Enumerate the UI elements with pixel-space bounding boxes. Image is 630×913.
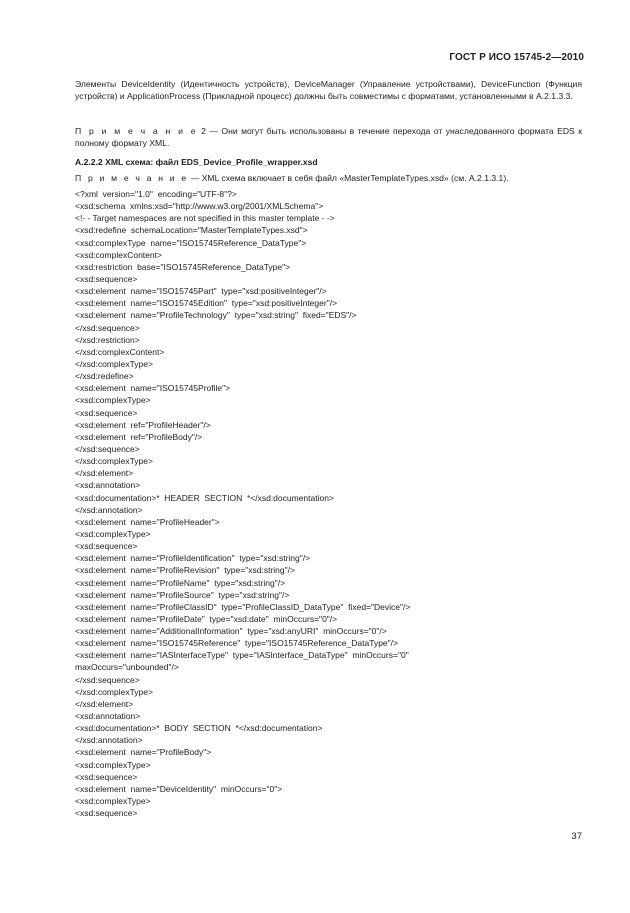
code-line: <xsd:sequence> bbox=[75, 407, 138, 418]
code-line: <xsd:complexType> bbox=[75, 395, 151, 406]
code-line: </xsd:complexContent> bbox=[75, 346, 165, 357]
code-line: </xsd:redefine> bbox=[75, 371, 134, 382]
note-2-label: П р и м е ч а н и е bbox=[75, 126, 198, 136]
code-line: <xsd:redefine schemaLocation="MasterTemplateTypes.xsd"> bbox=[75, 225, 308, 236]
code-line: <xsd:documentation>* HEADER SECTION *</xsd:documentation> bbox=[75, 492, 334, 503]
note-2-paragraph bbox=[75, 125, 582, 149]
xml-code-block bbox=[75, 188, 585, 819]
code-line: <xsd:annotation> bbox=[75, 711, 141, 722]
code-line: </xsd:element> bbox=[75, 468, 134, 479]
code-line: <xsd:complexType> bbox=[75, 528, 151, 539]
code-line: <xsd:annotation> bbox=[75, 480, 141, 491]
code-line: </xsd:complexType> bbox=[75, 456, 153, 467]
code-line: <xsd:element name="DeviceIdentity" minOccurs="0"> bbox=[75, 783, 283, 794]
code-line: </xsd:sequence> bbox=[75, 322, 140, 333]
code-line: <xsd:documentation>* BODY SECTION *</xsd:documentation> bbox=[75, 723, 323, 734]
code-line: <xsd:sequence> bbox=[75, 273, 138, 284]
code-line: </xsd:complexType> bbox=[75, 686, 153, 697]
code-line: <xsd:element name="ProfileHeader"> bbox=[75, 516, 220, 527]
code-line: <xsd:element name="AdditionalInformation" type="xsd:anyURI" minOccurs="0"/> bbox=[75, 626, 387, 637]
code-line: </xsd:complexType> bbox=[75, 358, 153, 369]
note-3-paragraph bbox=[75, 172, 582, 184]
code-line: <xsd:element name="ProfileRevision" type="xsd:string"/> bbox=[75, 565, 295, 576]
code-line: <xsd:element name="ISO15745Reference" type="ISO15745Reference_DataType"/> bbox=[75, 638, 398, 649]
code-line: </xsd:sequence> bbox=[75, 674, 140, 685]
note-3-text: — XML схема включает в себя файл «MasterTemplateTypes.xsd» (см. А.2.1.3.1). bbox=[188, 173, 509, 183]
code-line: <xsd:complexType> bbox=[75, 796, 151, 807]
code-line: <xsd:element name="ISO15745Edition" type="xsd:positiveInteger"/> bbox=[75, 298, 338, 309]
code-line: <xsd:complexContent> bbox=[75, 249, 162, 260]
code-line: </xsd:annotation> bbox=[75, 735, 143, 746]
code-line: </xsd:sequence> bbox=[75, 443, 140, 454]
code-line: <?xml version="1.0" encoding="UTF-8"?> bbox=[75, 189, 237, 199]
code-line: </xsd:restriction> bbox=[75, 334, 140, 345]
code-line: <xsd:complexType name="ISO15745Reference_DataType"> bbox=[75, 237, 307, 248]
code-line: <xsd:element name="ISO15745Part" type="xsd:positiveInteger"/> bbox=[75, 286, 327, 297]
code-line: </xsd:element> bbox=[75, 698, 134, 709]
code-line: <xsd:sequence> bbox=[75, 771, 138, 782]
code-line: <xsd:element name="ProfileDate" type="xsd:date" minOccurs="0"/> bbox=[75, 613, 338, 624]
code-line: <xsd:element name="ProfileName" type="xsd:string"/> bbox=[75, 577, 286, 588]
code-line: <xsd:element name="ISO15745Profile"> bbox=[75, 383, 231, 394]
code-line: <xsd:schema xmlns:xsd="http://www.w3.org/2001/XMLSchema"> bbox=[75, 201, 324, 212]
code-line: <xsd:element name="ProfileTechnology" type="xsd:string" fixed="EDS"/> bbox=[75, 310, 357, 321]
code-line: <xsd:restriction base="ISO15745Reference_DataType"> bbox=[75, 261, 291, 272]
note-2-text: 2 — Они могут быть использованы в течение перехода от унаследованного формата EDS к полному формату XML. bbox=[75, 126, 582, 148]
section-heading: A.2.2.2 XML схема: файл EDS_Device_Profile_wrapper.xsd bbox=[75, 157, 318, 167]
intro-text: Элементы DeviceIdentity (Идентичность устройств), DeviceManager (Управление устройствами), DeviceFunction (Функция устройств) и ApplicationProcess (Прикладной процесс) должны быть совместимы с форматами, установленными в А.2.1.3.3. bbox=[75, 79, 582, 101]
standard-header: ГОСТ Р ИСО 15745-2—2010 bbox=[449, 52, 584, 63]
code-line: </xsd:annotation> bbox=[75, 504, 143, 515]
code-line: <xsd:sequence> bbox=[75, 541, 138, 552]
code-line: <xsd:element ref="ProfileBody"/> bbox=[75, 431, 203, 442]
code-line: <xsd:element name="ProfileIdentification" type="xsd:string"/> bbox=[75, 553, 311, 564]
code-line: <xsd:element name="ProfileClassID" type="ProfileClassID_DataType" fixed="Device"/> bbox=[75, 601, 411, 612]
code-line: <!- - Target namespaces are not specified in this master template - -> bbox=[75, 213, 335, 224]
code-line: <xsd:complexType> bbox=[75, 759, 151, 770]
note-3-label: П р и м е ч а н и е bbox=[75, 173, 189, 183]
intro-paragraph bbox=[75, 78, 582, 102]
code-line: <xsd:element name="ProfileSource" type="xsd:string"/> bbox=[75, 589, 290, 600]
code-line: <xsd:sequence> bbox=[75, 808, 138, 819]
code-line: maxOccurs="unbounded"/> bbox=[75, 662, 179, 673]
code-line: <xsd:element ref="ProfileHeader"/> bbox=[75, 419, 211, 430]
page-number: 37 bbox=[571, 831, 582, 842]
code-line: <xsd:element name="IASInterfaceType" type="IASInterface_DataType" minOccurs="0" bbox=[75, 650, 409, 661]
code-line: <xsd:element name="ProfileBody"> bbox=[75, 747, 212, 758]
